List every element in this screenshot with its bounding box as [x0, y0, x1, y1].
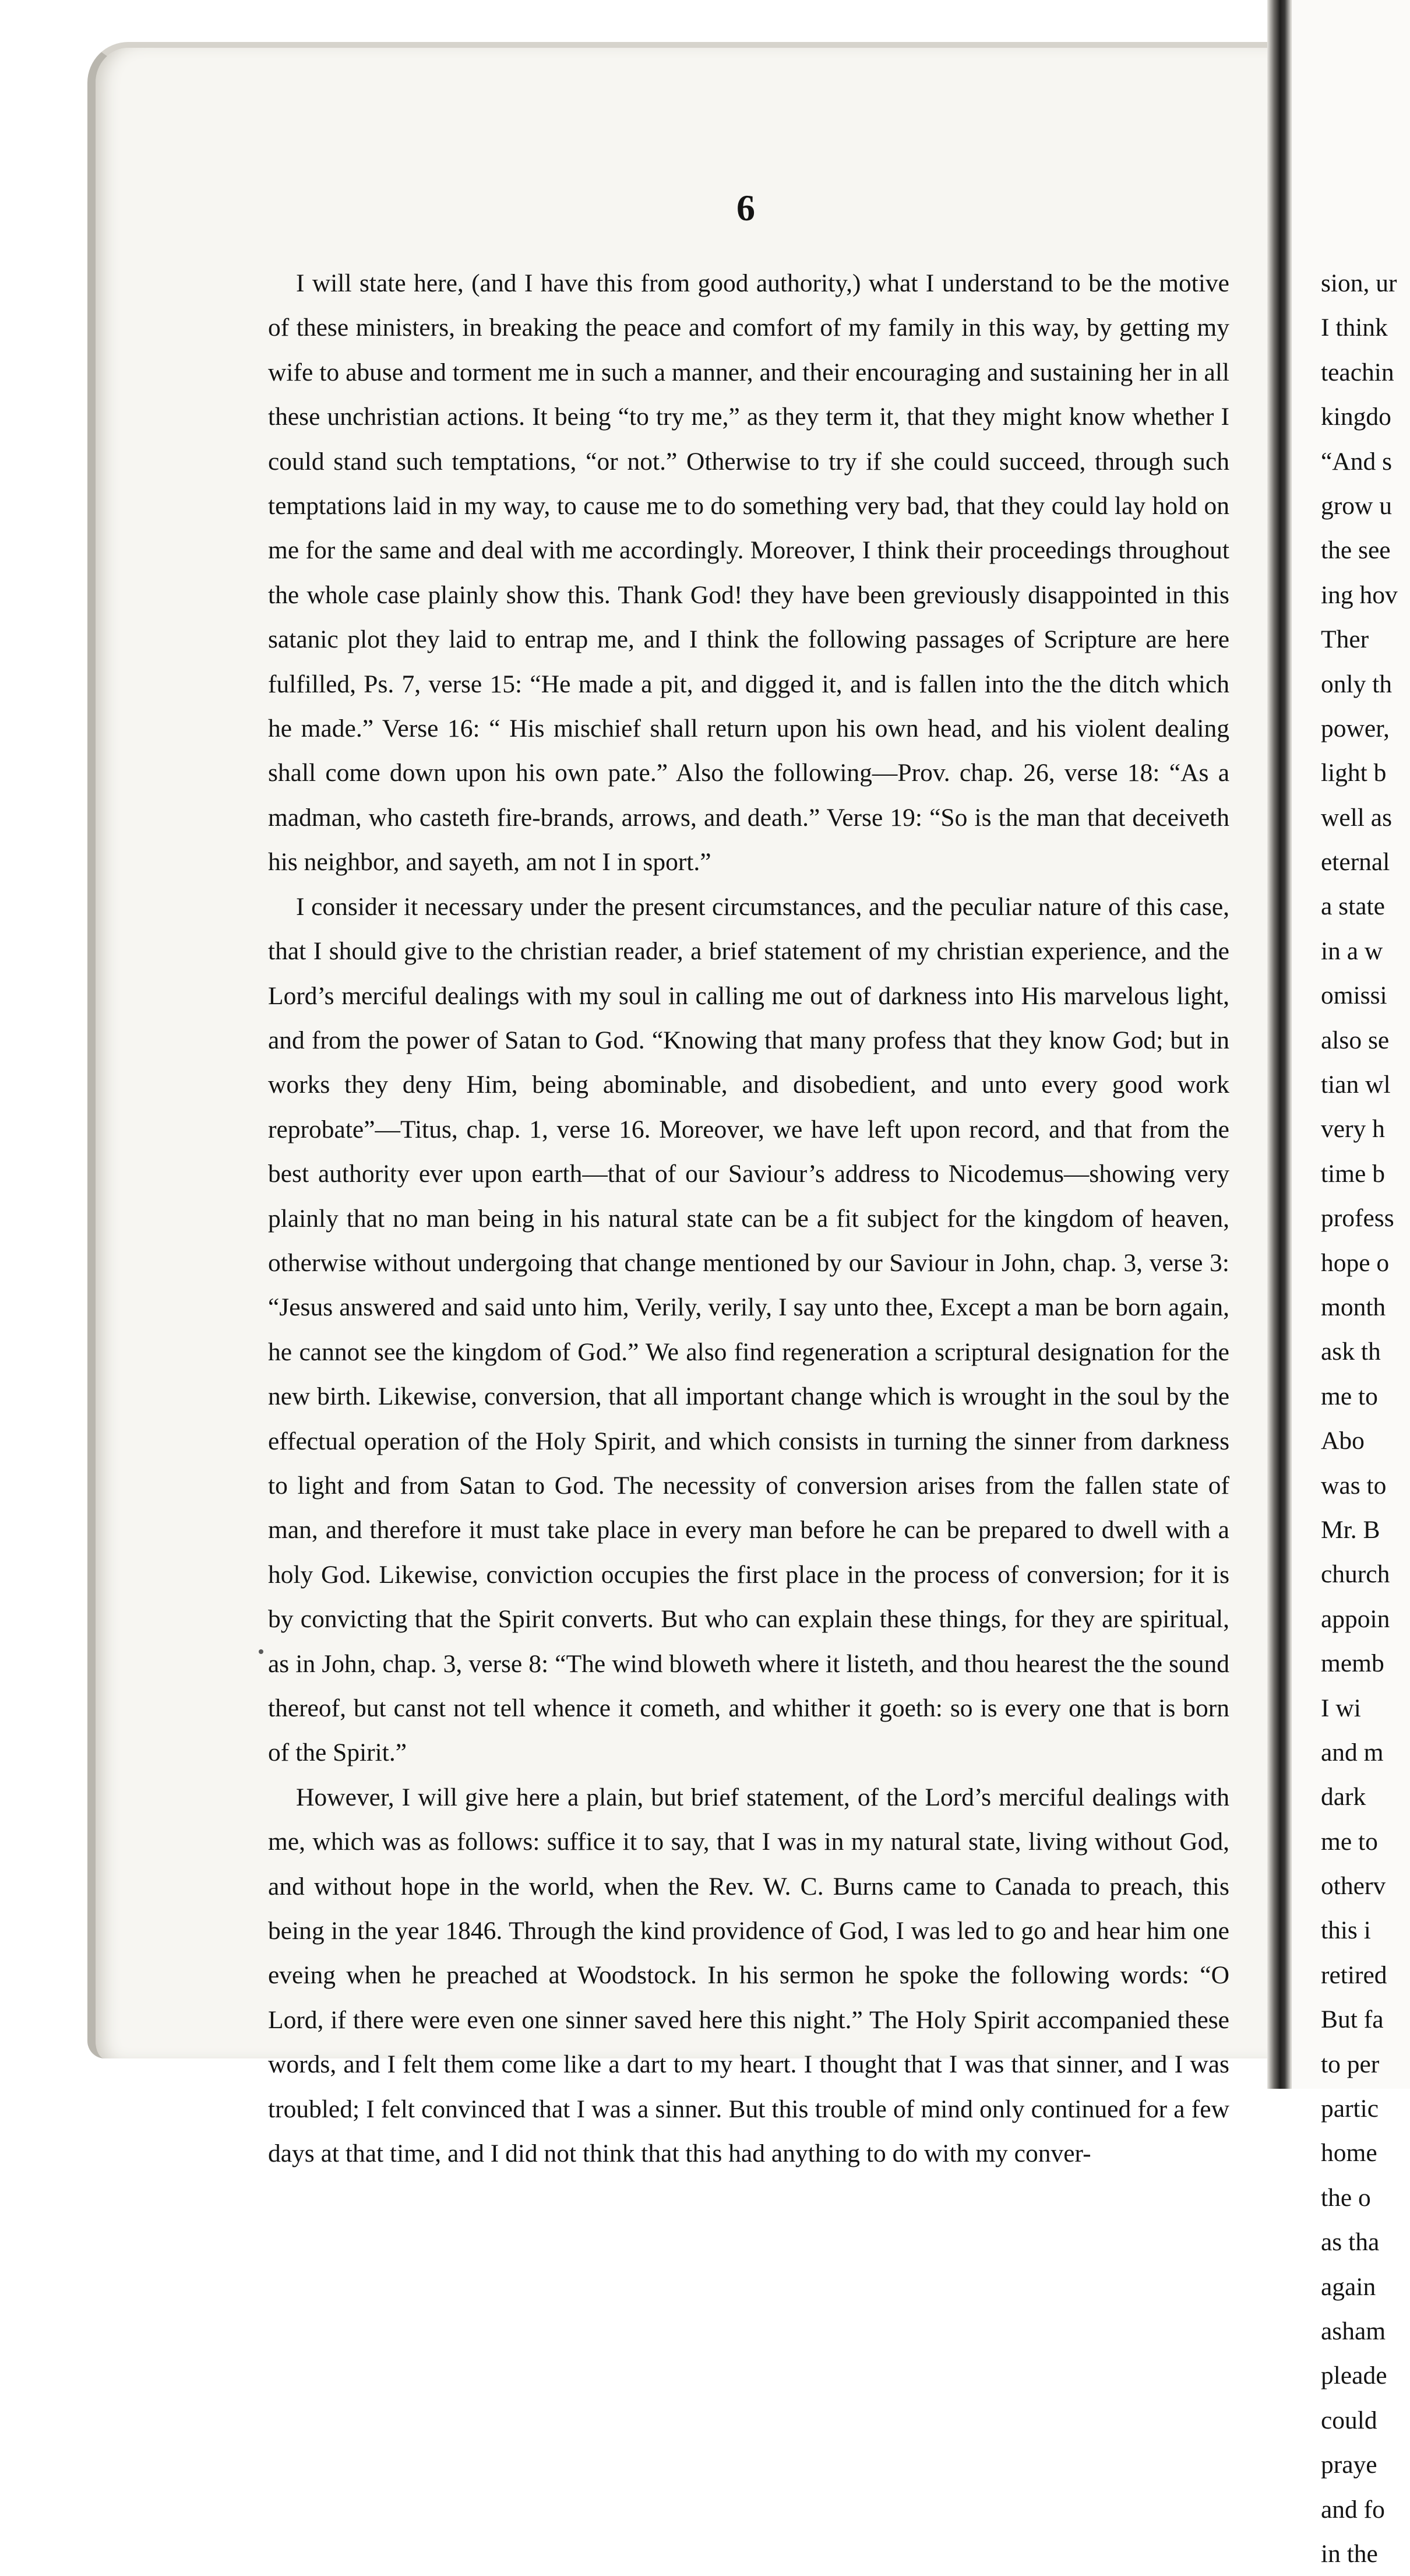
facing-line: praye: [1321, 2451, 1377, 2479]
facing-line: this i: [1321, 1916, 1371, 1945]
facing-line: eternal: [1321, 848, 1390, 877]
facing-line: well as: [1321, 803, 1393, 832]
facing-line: Mr. B: [1321, 1515, 1380, 1544]
facing-line: me to: [1321, 1827, 1378, 1856]
margin-dot: [259, 1649, 263, 1654]
facing-line: pleade: [1321, 2362, 1387, 2390]
facing-line: Abo: [1321, 1427, 1365, 1455]
facing-line: Ther: [1321, 625, 1369, 654]
facing-line: retired: [1321, 1961, 1387, 1989]
facing-line: and fo: [1321, 2495, 1385, 2524]
facing-line: hope o: [1321, 1248, 1390, 1277]
facing-line: power,: [1321, 714, 1390, 742]
facing-line: “And s: [1321, 447, 1393, 476]
facing-line: in the: [1321, 2539, 1378, 2568]
facing-line: profess: [1321, 1204, 1394, 1233]
paragraph-2: I consider it necessary under the present circumstances, and the peculiar nature of this case, that I should give to the christian reader, a brief statement of my christian experience, and the Lord’s merciful dealings with my soul in calling me out of darkness into His marvelous light, and from the power of Satan to God. “Knowing that many profess that they know God; but in works they deny Him, being abominable, and disobedient, and unto every good work reprobate”—Titus, chap. 1, verse 16. Moreover, we have left upon record, and that from the best authority ever upon earth—that of our Saviour’s address to Nicodemus—showing very plainly that no man being in his natural state can be a fit subject for the kingdom of heaven, otherwise without undergoing that change mentioned by our Saviour in John, chap. 3, verse 3: “Jesus answered and said unto him, Verily, verily, I say unto thee, Except a man be born again, he cannot see the kingdom of God.” We also find regeneration a scriptural designation for the new birth. Likewise, conversion, that all important change which is wrought in the soul by the effectual operation of the Holy Spirit, and which consists in turning the sinner from darkness to light and from Satan to God. The necessity of conversion arises from the fallen state of man, and therefore it must take place in every man before he can be prepared to dwell with a holy God. Likewise, conviction occupies the first place in the process of conversion; for it is by convicting that the Spirit converts. But who can explain these things, for they are spiritual, as in John, chap. 3, verse 8: “The wind bloweth where it listeth, and thou hearest the the sound thereof, but canst not tell whence it cometh, and whither it goeth: so is every one that is born of the Spirit.”: [268, 892, 1229, 1767]
facing-line: dark: [1321, 1783, 1366, 1811]
facing-line: memb: [1321, 1649, 1384, 1678]
body-text: [268, 261, 1229, 2176]
page-number: 6: [736, 187, 755, 228]
book-gutter: [1267, 0, 1291, 2089]
facing-line: ing hov: [1321, 580, 1398, 609]
facing-line: only th: [1321, 670, 1393, 698]
facing-line: omissi: [1321, 981, 1387, 1010]
facing-line: otherv: [1321, 1872, 1386, 1901]
facing-line: sion, ur: [1321, 269, 1397, 297]
facing-line: tian wl: [1321, 1071, 1391, 1099]
facing-line: as tha: [1321, 2228, 1380, 2257]
facing-line: kingdo: [1321, 403, 1391, 431]
facing-line: grow u: [1321, 491, 1393, 520]
facing-line: was to: [1321, 1471, 1387, 1500]
paragraph-3: However, I will give here a plain, but brief statement, of the Lord’s merciful dealings with me, which was as follows: suffice it to say, that I was in my natural state, living without God, and without hope in the world, when the Rev. W. C. Burns came to Canada to preach, this being in the year 1846. Through the kind providence of God, I was led to go and hear him one eveing when he preached at Woodstock. In his sermon he spoke the following words: “O Lord, if there were even one sinner saved here this night.” The Holy Spirit accompanied these words, and I felt them come like a dart to my heart. I thought that I was that sinner, and I was troubled; I felt convinced that I was a sinner. But this trouble of mind only continued for a few days at that time, and I did not think that this had anything to do with my conver-: [268, 1783, 1229, 2168]
facing-line: ask th: [1321, 1338, 1381, 1366]
facing-line: I think: [1321, 314, 1388, 342]
facing-line: to per: [1321, 2050, 1380, 2078]
facing-line: I wi: [1321, 1694, 1361, 1722]
facing-line: home: [1321, 2139, 1377, 2167]
facing-line: me to: [1321, 1382, 1378, 1410]
facing-line: church: [1321, 1560, 1390, 1589]
facing-line: time b: [1321, 1159, 1385, 1188]
facing-line: the see: [1321, 536, 1391, 565]
facing-line: again: [1321, 2272, 1376, 2301]
facing-line: But fa: [1321, 2005, 1384, 2034]
facing-line: partic: [1321, 2095, 1379, 2123]
facing-line: appoin: [1321, 1604, 1390, 1633]
paragraph-1: I will state here, (and I have this from good authority,) what I understand to be the motive of these ministers, in breaking the peace and comfort of my family in this way, by getting my wife to abuse and torment me in such a manner, and their encouraging and sustaining her in all these unchristian actions. It being “to try me,” as they term it, that they might know whether I could stand such temptations, “or not.” Otherwise to try if she could succeed, through such temptations laid in my way, to cause me to do something very bad, that they could lay hold on me for the same and deal with me accordingly. Moreover, I think their proceedings throughout the whole case plainly show this. Thank God! they have been greviously disappointed in this satanic plot they laid to entrap me, and I think the following passages of Scripture are here fulfilled, Ps. 7, verse 15: “He made a pit, and digged it, and is fallen into the the ditch which he made.” Verse 16: “ His mischief shall return upon his own head, and his violent dealing shall come down upon his own pate.” Also the following—Prov. chap. 26, verse 18: “As a madman, who casteth fire-brands, arrows, and death.” Verse 19: “So is the man that deceiveth his neighbor, and sayeth, am not I in sport.”: [268, 269, 1229, 877]
facing-line: very h: [1321, 1115, 1385, 1143]
facing-line: a state: [1321, 892, 1385, 921]
facing-line: asham: [1321, 2317, 1386, 2345]
facing-line: and m: [1321, 1738, 1384, 1766]
facing-line: could: [1321, 2406, 1377, 2434]
facing-line: the o: [1321, 2183, 1371, 2212]
facing-line: month: [1321, 1293, 1386, 1321]
facing-line: light b: [1321, 759, 1387, 787]
facing-line: in a w: [1321, 937, 1383, 965]
facing-page-text: [1321, 261, 1410, 2576]
facing-line: teachin: [1321, 358, 1394, 386]
facing-line: also se: [1321, 1026, 1390, 1054]
